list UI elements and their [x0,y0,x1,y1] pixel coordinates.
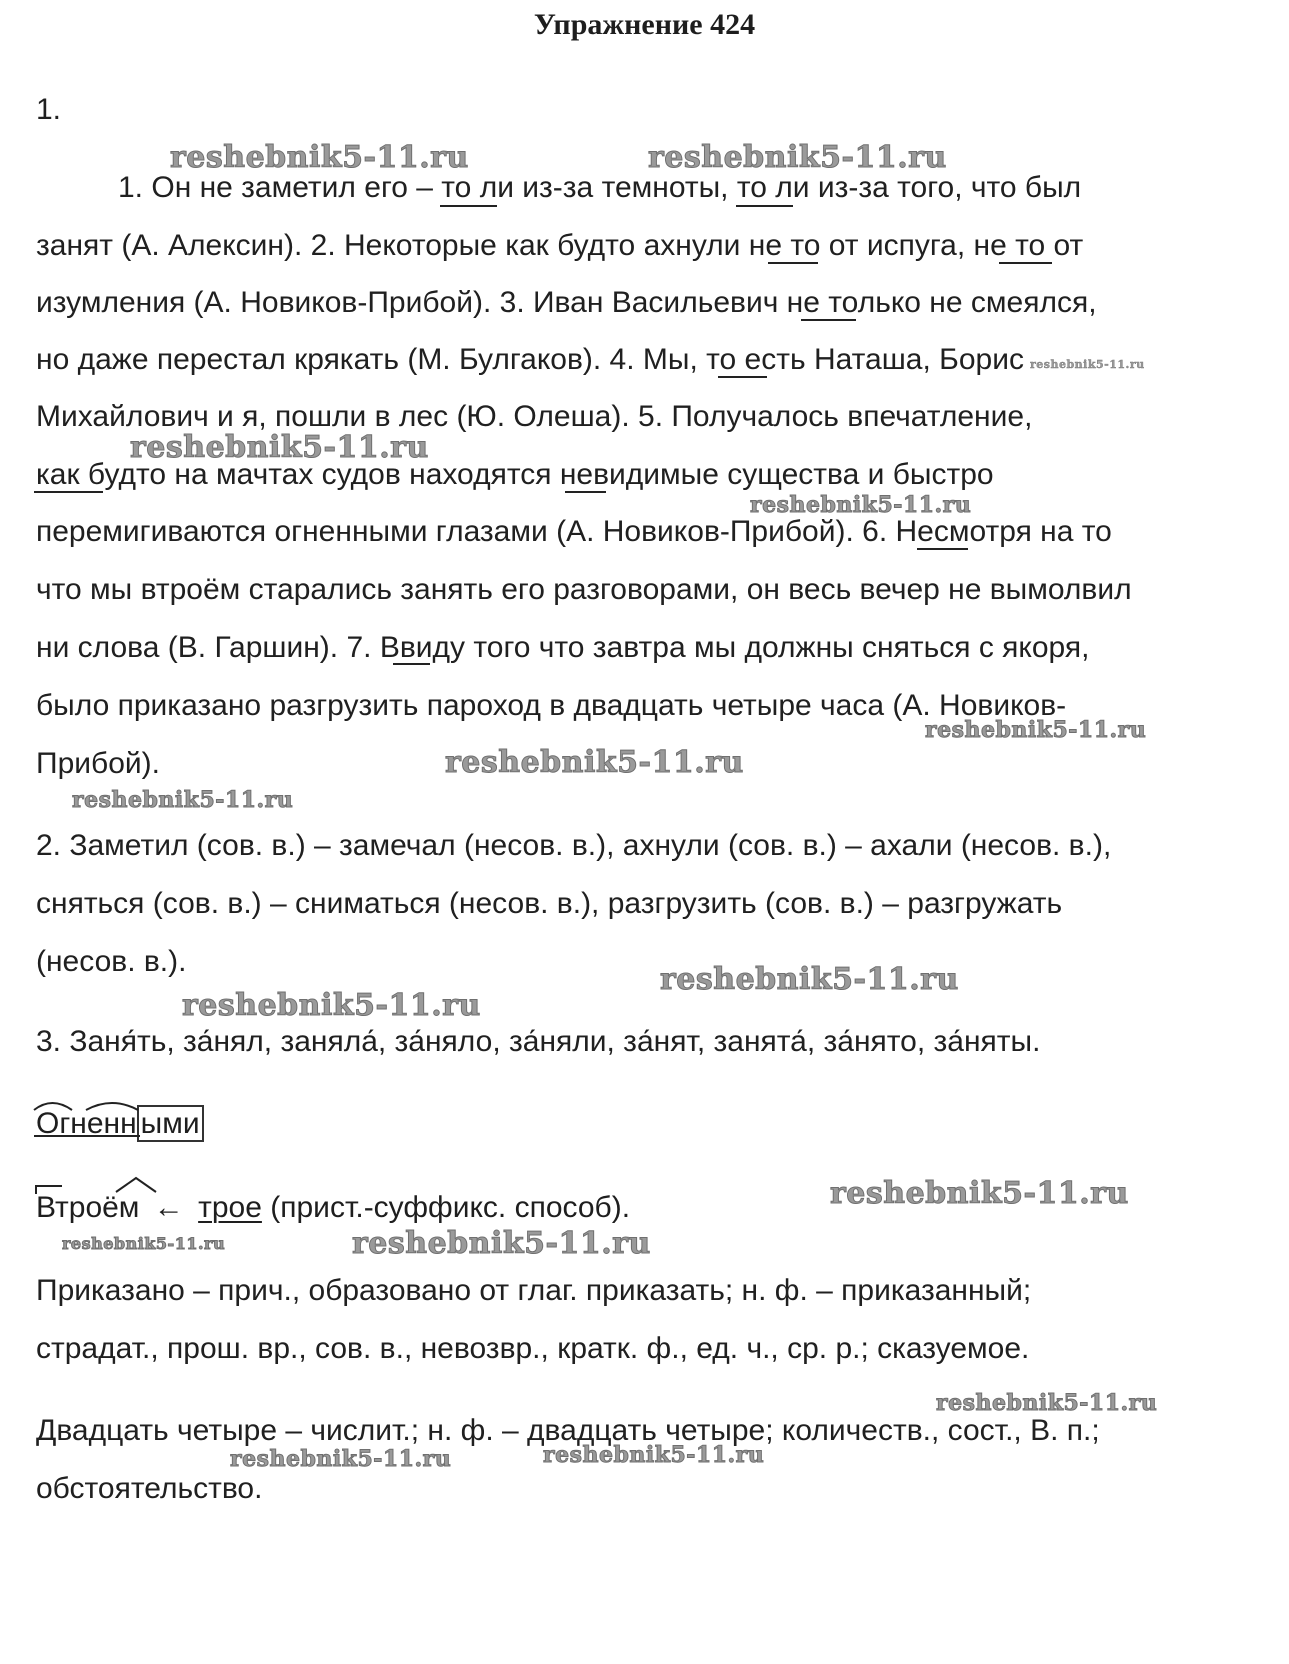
watermark: reshebnik5-11.ru [182,988,481,1023]
section-2-line: 2. Заметил (сов. в.) – замечал (несов. в.), ахнули (сов. в.) – ахали (несов. в.), [36,829,1112,862]
watermark: reshebnik5-11.ru [72,787,294,813]
morph-ending: ыми [137,1105,204,1142]
watermark: reshebnik5-11.ru [543,1442,765,1468]
analysis-line: Двадцать четыре – числит.; н. ф. – двадцать четыре; количеств., сост., В. п.; [36,1414,1100,1447]
watermark: reshebnik5-11.ru [230,1446,452,1472]
section-2-line: (несов. в.). [36,945,187,978]
section-2-line: сняться (сов. в.) – сниматься (несов. в.), разгрузить (сов. в.) – разгружать [36,887,1063,920]
watermark: reshebnik5-11.ru [445,745,744,780]
text-line: было приказано разгрузить пароход в двадцать четыре часа (А. Новиков- [36,689,1067,722]
text-line: ни слова (В. Гаршин). 7. Ввиду того что завтра мы должны сняться с якоря, [36,631,1090,664]
watermark: reshebnik5-11.ru [750,492,972,518]
text-line: но даже перестал крякать (М. Булгаков). 4. Мы, то есть Наташа, Борис [36,343,1024,376]
analysis-line: страдат., прош. вр., сов. в., невозвр., кратк. ф., ед. ч., ср. р.; сказуемое. [36,1332,1030,1365]
text-line: что мы втроём старались занять его разговорами, он весь вечер не вымолвил [36,573,1132,606]
text-line: как будто на мачтах судов находятся невидимые существа и быстро [36,458,994,491]
text-line: Михайлович и я, пошли в лес (Ю. Олеша). 5. Получалось впечатление, [36,400,1033,433]
text-line: занят (А. Алексин). 2. Некоторые как будто ахнули не то от испуга, не то от [36,229,1084,262]
watermark: reshebnik5-11.ru [130,430,429,465]
watermark: reshebnik5-11.ru [352,1226,651,1261]
text-line: Прибой). [36,747,160,780]
text-line: перемигиваются огненными глазами (А. Новиков-Прибой). 6. Несмотря на то [36,515,1112,548]
watermark: reshebnik5-11.ru [830,1176,1129,1211]
morph-marks-1 [30,1094,210,1144]
morph-word: Втроём [36,1191,140,1224]
text-line: 1. Он не заметил его – то ли из-за темноты, то ли из-за того, что был [118,171,1082,204]
analysis-line: Приказано – прич., образовано от глаг. приказать; н. ф. – приказанный; [36,1274,1032,1307]
watermark: reshebnik5-11.ru [925,717,1147,743]
morph-stem: Огненн [36,1107,137,1140]
arrow-left-icon: ← [153,1191,184,1224]
page-title: Упражнение 424 [533,8,756,41]
watermark: reshebnik5-11.ru [170,140,469,175]
watermark: reshebnik5-11.ru [660,962,959,997]
watermark: reshebnik5-11.ru [1030,358,1145,371]
morph-marks-2 [30,1172,170,1202]
text-line: изумления (А. Новиков-Прибой). 3. Иван Васильевич не только не смеялся, [36,286,1097,319]
section-3-line: 3. Заня́ть, за́нял, заняла́, за́няло, за́няли, за́нят, занята́, за́нято, за́няты. [36,1025,1041,1058]
watermark: reshebnik5-11.ru [936,1390,1158,1416]
morph-source: трое [198,1191,262,1224]
watermark: reshebnik5-11.ru [62,1234,226,1253]
section-1-label: 1. [36,93,62,126]
morph-note: (прист.-суффикс. способ). [270,1191,631,1224]
watermark: reshebnik5-11.ru [648,140,947,175]
analysis-line: обстоятельство. [36,1472,263,1505]
